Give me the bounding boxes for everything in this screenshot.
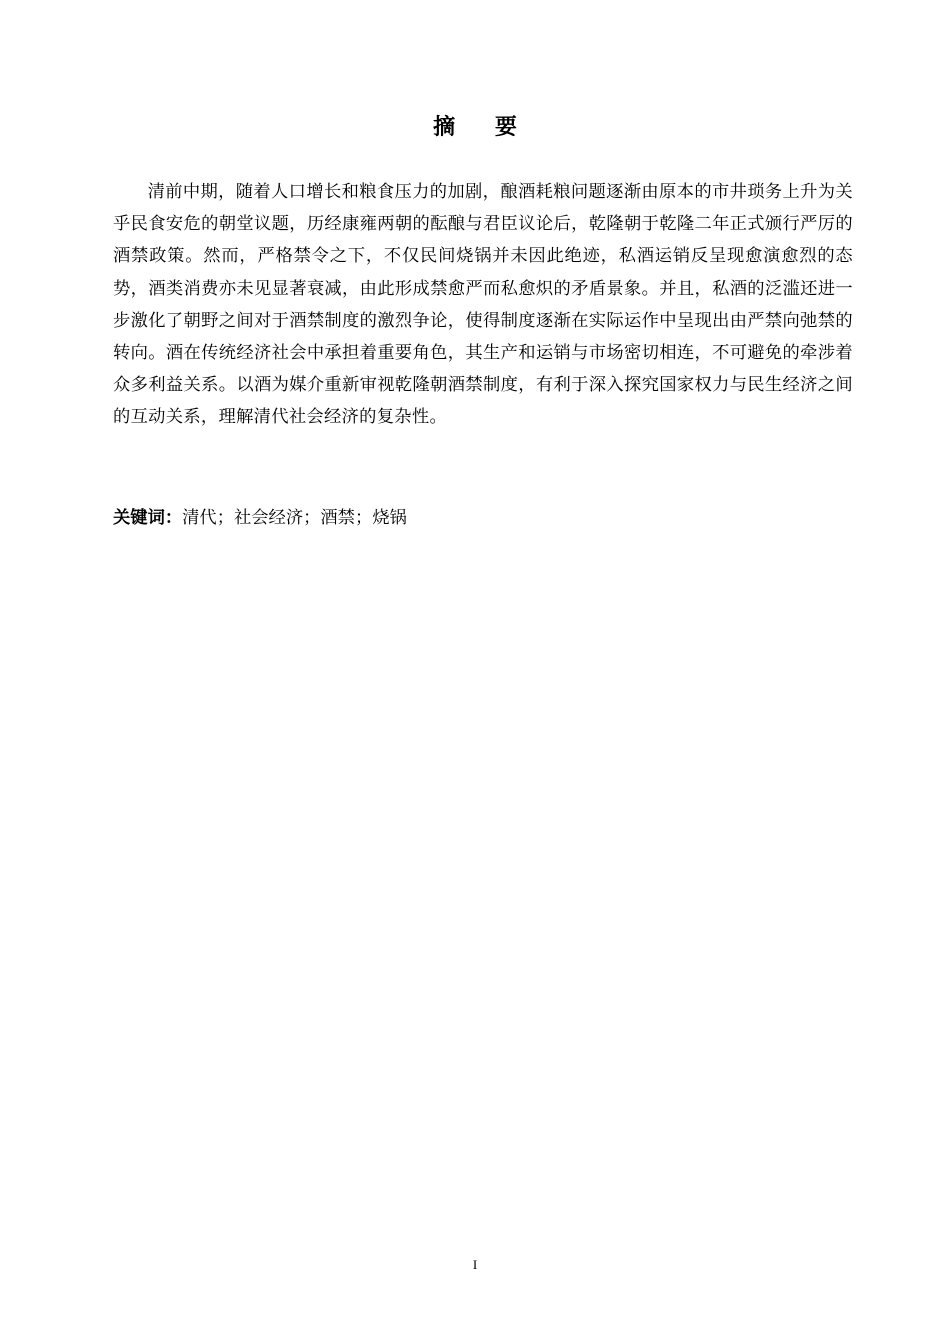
page-number: I <box>472 1257 478 1272</box>
keywords-list: 清代；社会经济；酒禁；烧锅 <box>182 508 407 528</box>
page-title: 摘 要 <box>433 115 533 140</box>
keywords-label: 关键词： <box>113 508 183 528</box>
abstract-paragraph: 清前中期，随着人口增长和粮食压力的加剧，酿酒耗粮问题逐渐由原本的市井琐务上升为关乎民食安危的朝堂议题，历经康雍两朝的酝酿与君臣议论后，乾隆朝于乾隆二年正式颁行严厉的酒禁政策。然而，严格禁令之下，不仅民间烧锅并未因此绝迹，私酒运销反呈现愈演愈烈的态势，酒类消费亦未见显著衰减，由此形成禁愈严而私愈炽的矛盾景象。并且，私酒的泛滥还进一步激化了朝野之间对于酒禁制度的激烈争论，使得制度逐渐在实际运作中呈现出由严禁向弛禁的转向。酒在传统经济社会中承担着重要角色，其生产和运销与市场密切相连，不可避免的牵涉着众多利益关系。以酒为媒介重新审视乾隆朝酒禁制度，有利于深入探究国家权力与民生经济之间的互动关系，理解清代社会经济的复杂性。 <box>113 182 853 428</box>
keywords-line <box>113 503 853 533</box>
